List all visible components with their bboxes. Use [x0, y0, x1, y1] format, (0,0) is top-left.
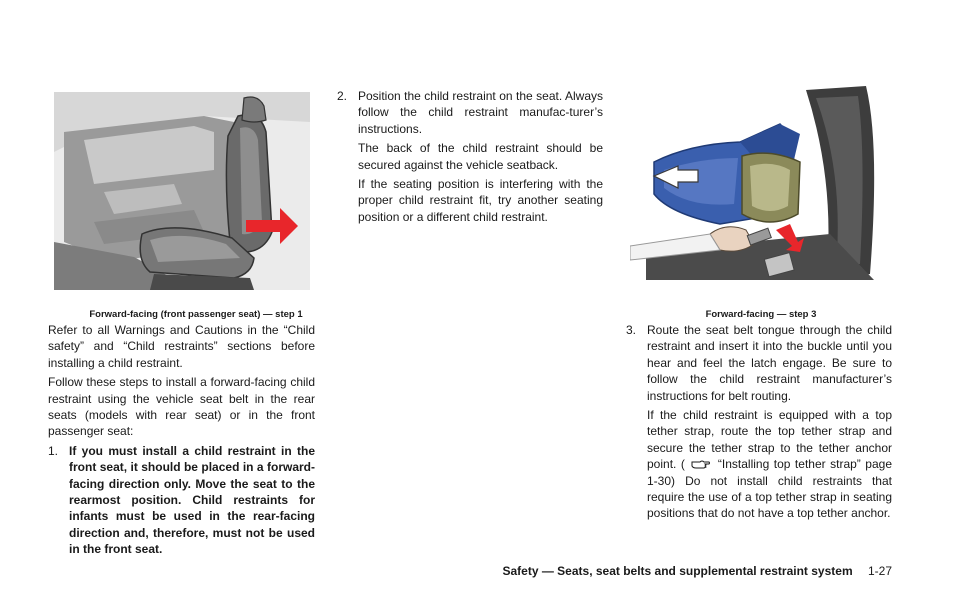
figure-caption-step3: Forward-facing — step 3	[705, 309, 817, 320]
procedure-intro-paragraph: Follow these steps to install a forward-facing child restraint using the vehicle seat belt in the rear seats (models with rear seat) or in the front passenger seat:	[48, 375, 315, 439]
page-footer	[502, 564, 892, 578]
step-2-paragraph-2: The back of the child restraint should be secured against the vehicle seatback.	[358, 141, 603, 172]
step-number: 3.	[626, 323, 637, 337]
step-2-text: Position the child restraint on the seat. Always follow the child restraint manufac-turer’s instructions.	[358, 89, 603, 136]
tether-text: If the child restraint is equipped with a top tether strap, route the top tether strap and secure the tether strap to the tether anchor point. (	[647, 408, 892, 472]
seat-illustration	[54, 92, 310, 290]
child-restraint-illustration	[630, 84, 894, 294]
pointing-hand-reference-icon	[691, 457, 711, 470]
figure-front-passenger-seat	[54, 92, 310, 290]
step-3-text: Route the seat belt tongue through the child restraint and insert it into the buckle until you hear and feel the latch engage. Be sure to follow the child restraint manufacturer’s instructions for belt routing.	[647, 323, 892, 403]
step-1-text: If you must install a child restraint in the front seat, it should be placed in a forward-facing direction only. Move the seat to the rearmost position. Child restraints for infants must be used in the rear-facing direction and, therefore, must not be used in the front seat.	[69, 443, 315, 557]
intro-paragraph: Refer to all Warnings and Cautions in the “Child safety” and “Child restraints” sections before installing a child restraint.	[48, 323, 315, 370]
page-number: 1-27	[867, 564, 892, 578]
cross-reference-link[interactable]: “Installing top tether strap” page 1-30)	[647, 457, 892, 488]
left-column	[48, 322, 315, 561]
step-2	[337, 88, 603, 225]
figure-child-restraint-buckle	[630, 84, 894, 294]
tether-warning-text: Do not install child restraints that require the use of a top tether strap in seating positions that do not have a top tether anchor.	[647, 473, 892, 521]
step-number: 2.	[337, 89, 348, 103]
step-3	[626, 322, 892, 522]
step-2-paragraph-3: If the seating position is interfering with the proper child restraint fit, try another seating position or a different child restraint.	[358, 177, 603, 224]
footer-section-title: Safety — Seats, seat belts and supplemental restraint system	[502, 564, 853, 578]
step-1	[48, 443, 315, 558]
figure-caption-step1: Forward-facing (front passenger seat) — step 1	[89, 309, 303, 320]
middle-column	[337, 88, 603, 228]
step-number: 1.	[48, 443, 59, 458]
step-3-paragraph-2	[647, 407, 892, 522]
right-column	[626, 322, 892, 525]
